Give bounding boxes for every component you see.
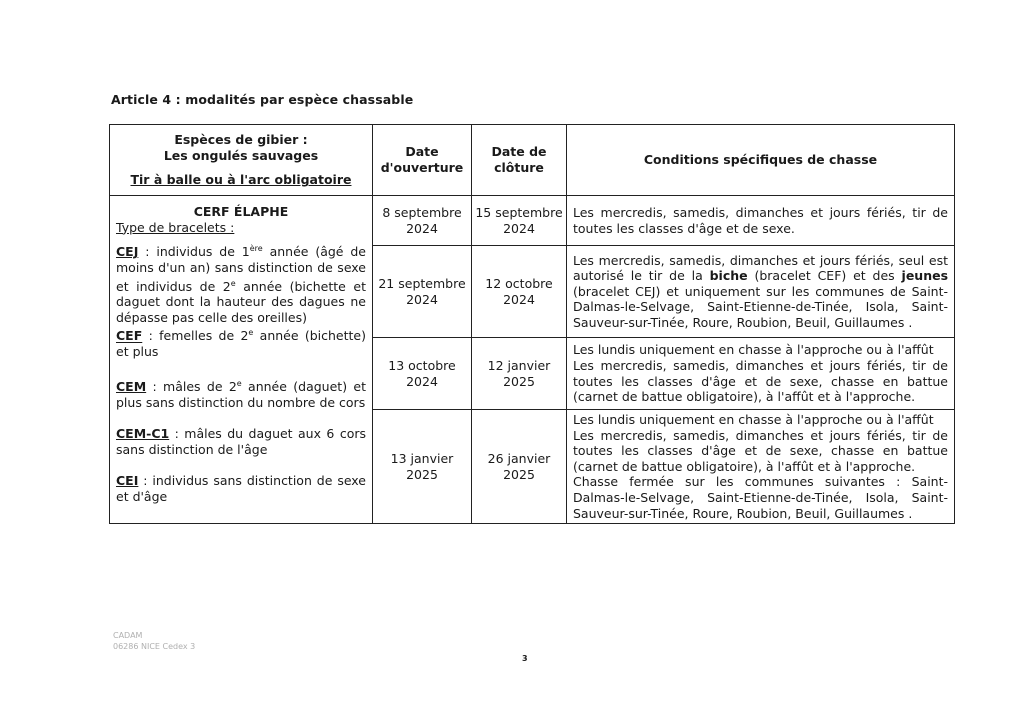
bracelet-code: CEM-C1 bbox=[116, 426, 170, 442]
header-species bbox=[110, 125, 373, 196]
header-conditions: Conditions spécifiques de chasse bbox=[567, 125, 955, 196]
closing-date: 15 septembre 2024 bbox=[472, 196, 567, 246]
condition-text: Les mercredis, samedis, dimanches et jours fériés, seul est autorisé le tir de la biche (bracelet CEF) et des jeunes (bracelet CEJ) et uniquement sur les communes de Saint-Dalmas-le-Selvage, Saint-Etienne-de-Tinée, Isola, Saint-Sauveur-sur-Tinée, Roure, Roubion, Beuil, Guillaumes . bbox=[573, 252, 949, 330]
article-heading: Article 4 : modalités par espèce chassable bbox=[111, 92, 414, 107]
bracelet-code: CEJ bbox=[116, 244, 139, 260]
opening-date: 13 octobre 2024 bbox=[373, 338, 472, 410]
footer-address bbox=[113, 630, 195, 652]
condition-text: Les mercredis, samedis, dimanches et jours fériés, tir de toutes les classes d'âge et de sexe, chasse en battue (carnet de battue obligatoire), à l'affût et à l'approche. bbox=[573, 357, 948, 405]
conditions-cell bbox=[567, 246, 955, 338]
header-opening-line2: d'ouverture bbox=[380, 160, 464, 175]
closing-date: 26 janvier 2025 bbox=[472, 410, 567, 524]
condition-text: Les mercredis, samedis, dimanches et jours fériés, tir de toutes les classes d'âge et de sexe. bbox=[573, 204, 948, 236]
bracelet-code: CEI bbox=[116, 473, 139, 489]
bracelets-label: Type de bracelets : bbox=[116, 219, 235, 235]
bracelet-cej: CEJ : individus de 1ère année (âgé de moins d'un an) sans distinction de sexe et individus de 2e année (bichette et daguet dont la hauteur des dagues ne dépasse pas celle des oreilles) bbox=[116, 244, 366, 325]
footer-address-line1: CADAM bbox=[113, 631, 143, 640]
opening-date: 21 septembre 2024 bbox=[373, 246, 472, 338]
condition-text: Chasse fermée sur les communes suivantes : Saint-Dalmas-le-Selvage, Saint-Etienne-de-Tinée, Isola, Saint-Sauveur-sur-Tinée, Roure, Roubion, Beuil, Guillaumes . bbox=[573, 474, 948, 521]
condition-text: Les lundis uniquement en chasse à l'approche ou à l'affût bbox=[573, 412, 934, 427]
condition-text: Les mercredis, samedis, dimanches et jours fériés, tir de toutes les classes d'âge et de sexe, chasse en battue (carnet de battue obligatoire), à l'affût et à l'approche. bbox=[573, 427, 948, 474]
bracelet-cei: CEI : individus sans distinction de sexe et d'âge bbox=[116, 473, 366, 504]
species-title: CERF ÉLAPHE bbox=[193, 204, 289, 219]
header-closing-date bbox=[472, 125, 567, 196]
closing-date: 12 janvier 2025 bbox=[472, 338, 567, 410]
bracelet-code: CEF bbox=[116, 328, 143, 344]
conditions-cell bbox=[567, 338, 955, 410]
header-closing-line2: clôture bbox=[494, 160, 544, 175]
header-species-line2: Les ongulés sauvages bbox=[163, 147, 319, 163]
table-header-row bbox=[110, 125, 955, 196]
header-species-line1: Espèces de gibier : bbox=[174, 132, 308, 148]
bracelet-code: CEM bbox=[116, 378, 147, 394]
table-row bbox=[110, 196, 955, 246]
page-number: 3 bbox=[522, 654, 528, 663]
header-closing-line1: Date de bbox=[491, 144, 547, 160]
header-species-line3: Tir à balle ou à l'arc obligatoire bbox=[130, 172, 352, 188]
bracelet-cem-c1: CEM-C1 : mâles du daguet aux 6 cors sans distinction de l'âge bbox=[116, 426, 366, 457]
footer-address-line2: 06286 NICE Cedex 3 bbox=[113, 642, 196, 651]
opening-date: 13 janvier 2025 bbox=[373, 410, 472, 524]
conditions-cell bbox=[567, 196, 955, 246]
closing-date: 12 octobre 2024 bbox=[472, 246, 567, 338]
header-opening-line1: Date bbox=[405, 144, 439, 160]
species-cell bbox=[110, 196, 373, 524]
opening-date: 8 septembre 2024 bbox=[373, 196, 472, 246]
bracelet-cem: CEM : mâles de 2e année (daguet) et plus sans distinction du nombre de cors bbox=[116, 378, 366, 410]
hunting-conditions-table bbox=[109, 124, 955, 524]
header-opening-date bbox=[373, 125, 472, 196]
bracelet-cef: CEF : femelles de 2e année (bichette) et plus bbox=[116, 328, 366, 360]
condition-text: Les lundis uniquement en chasse à l'approche ou à l'affût bbox=[573, 342, 934, 358]
conditions-cell bbox=[567, 410, 955, 524]
